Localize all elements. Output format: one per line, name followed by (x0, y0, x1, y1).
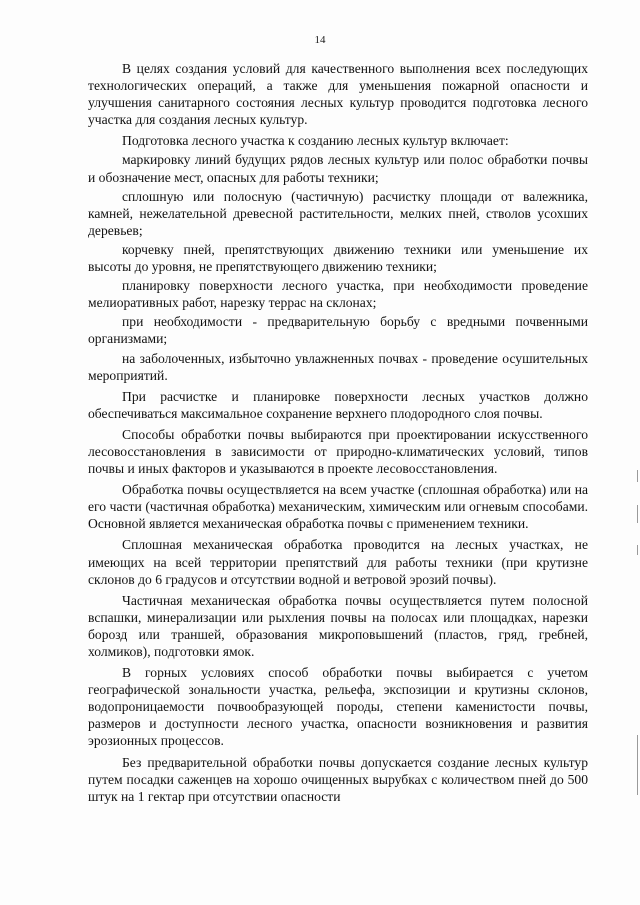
paragraph-no-treatment: Без предварительной обработки почвы допускается создание лесных культур путем посадки саженцев на хорошо очищенных вырубках с количеством пней до 500 штук на 1 гектар при отсутствии опасности (88, 754, 588, 804)
scan-edge-mark (637, 470, 638, 482)
list-item-stump-removal: корчевку пней, препятствующих движению техники или уменьшение их высоты до уровня, не препятствующего движению техники; (88, 241, 588, 275)
list-item-drainage: на заболоченных, избыточно увлажненных почвах - проведение осушительных мероприятий. (88, 350, 588, 383)
paragraph-methods: Способы обработки почвы выбираются при проектировании искусственного лесовосстановления в зависимости от природно-климатических условий, типов почвы и иных факторов и указываются в проекте лесовосстановления. (88, 426, 588, 477)
scan-edge-mark (637, 505, 638, 523)
paragraph-partial-treatment: Частичная механическая обработка почвы осуществляется путем полосной вспашки, минерализации или рыхления почвы на полосах или площадках, нарезки борозд или траншей, образования микроповышений (пластов, гряд, гребней, холмиков), подготовки ямок. (88, 592, 588, 659)
scan-edge-mark (637, 545, 638, 555)
list-item-pest-control: при необходимости - предварительную борьбу с вредными почвенными организмами; (88, 314, 588, 347)
list-item-leveling: планировку поверхности лесного участка, при необходимости проведение мелиоративных работ, нарезку террас на склонах; (88, 278, 588, 311)
paragraph-2: Подготовка лесного участка к созданию лесных культур включает: (122, 133, 509, 149)
page-number: 14 (314, 34, 326, 46)
list-item-marking: маркировку линий будущих рядов лесных культур или полос обработки почвы и обозначение мест, опасных для работы техники; (88, 152, 588, 185)
paragraph-full-treatment: Сплошная механическая обработка проводится на лесных участках, не имеющих на всей территории препятствий для работы техники (при крутизне склонов до 6 градусов и отсутствии водной и ветровой эрозий почвы). (88, 537, 588, 587)
document-body (88, 60, 588, 809)
scan-edge-mark (637, 735, 638, 795)
paragraph-treatment: Обработка почвы осуществляется на всем участке (сплошная обработка) или на его части (частичная обработка) механическим, химическим или огневым способами. Основной является механическая обработка почвы с применением техники. (88, 482, 588, 532)
paragraph-mountain: В горных условиях способ обработки почвы выбирается с учетом географической зональности участка, рельефа, экспозиции и крутизны склонов, водопроницаемости почвообразующей породы, степени каменистости почвы, размеров и доступности лесного участка, опасности возникновения и развития эрозионных процессов. (88, 665, 588, 749)
paragraph-1: В целях создания условий для качественного выполнения всех последующих технологических операций, а также для уменьшения пожарной опасности и улучшения санитарного состояния лесных культур проводится подготовка лесного участка для создания лесных культур. (88, 61, 588, 128)
paragraph-topsoil: При расчистке и планировке поверхности лесных участков должно обеспечиваться максимальное сохранение верхнего плодородного слоя почвы. (88, 388, 588, 421)
list-item-clearing: сплошную или полосную (частичную) расчистку площади от валежника, камней, нежелательной древесной растительности, мелких пней, стволов усохших деревьев; (88, 188, 588, 238)
